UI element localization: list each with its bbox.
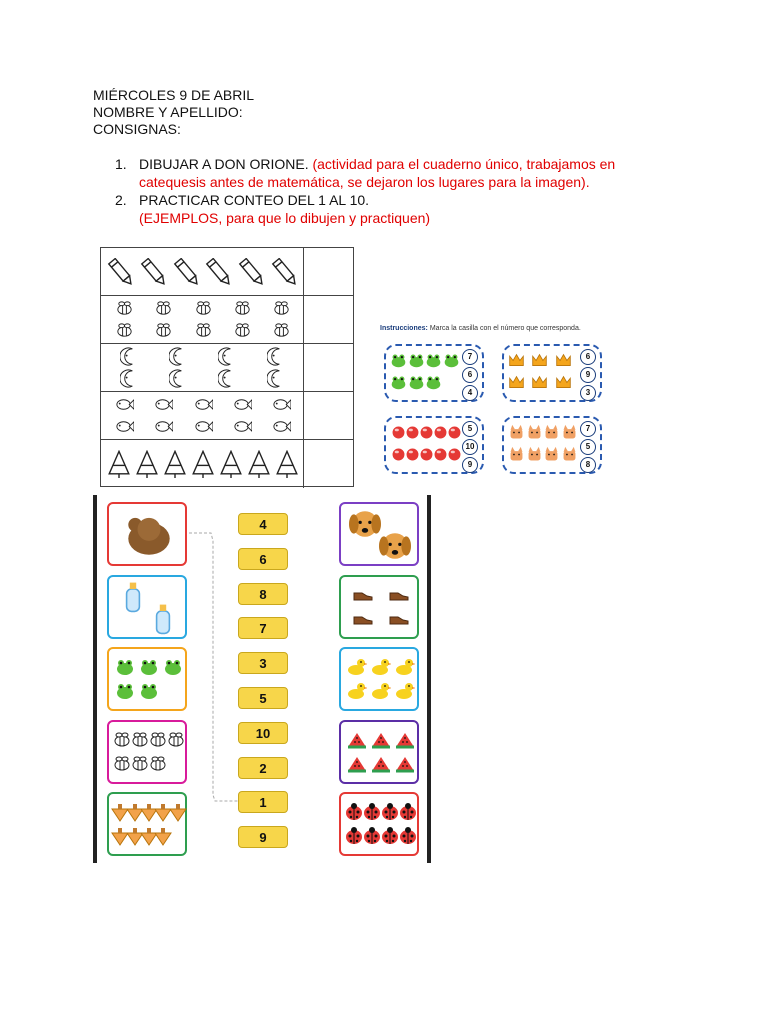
bee-icon [130,730,150,750]
moon-icon [267,347,286,366]
count-option[interactable]: 6 [580,349,596,365]
number-tile[interactable]: 4 [238,513,288,535]
number-tile[interactable]: 3 [238,652,288,674]
bee-icon [154,321,173,340]
number-tile[interactable]: 10 [238,722,288,744]
duck-icon [347,657,367,677]
cat-icon [561,424,578,441]
count-box [502,344,602,402]
count-cells [105,346,301,390]
count-instructions [380,325,581,332]
moon-icon [169,369,188,388]
tree-icon [273,450,301,478]
answer-cell[interactable] [303,296,353,343]
frog-icon [139,657,159,677]
fish-icon [233,395,252,414]
fish-icon [194,395,213,414]
instructions-label: Instrucciones: [380,325,428,332]
match-picture-left[interactable] [107,502,187,566]
instruction-note: (actividad para el cuaderno único, trabajamos en catequesis antes de matemática, se dejaron los lugares para la imagen). [139,156,616,190]
tree-icon [105,450,133,478]
moon-icon [120,347,139,366]
moon-icon [218,347,237,366]
duck-icon [371,681,391,701]
match-picture-left[interactable] [107,720,187,784]
count-options [462,421,478,475]
frog-icon [139,681,159,701]
tree-icon [133,450,161,478]
tree-icon [161,450,189,478]
frog-icon [115,681,135,701]
ladybug-icon [398,802,418,822]
bee-icon [112,730,132,750]
frog-icon [443,352,460,369]
count-option[interactable]: 3 [580,385,596,401]
pencil-icon [238,258,266,286]
bee-icon [194,299,213,318]
ladybug-icon [398,826,418,846]
ladybug-icon [344,826,364,846]
ladybug-icon [362,802,382,822]
count-box [384,344,484,402]
moon-icon [218,369,237,388]
count-cells [105,394,301,438]
match-picture-right[interactable] [339,792,419,856]
moon-icon [267,369,286,388]
cat-icon [561,446,578,463]
number-tile[interactable]: 1 [238,791,288,813]
bottle-icon [117,581,149,613]
watermelon-icon [395,730,415,750]
number-tile[interactable]: 9 [238,826,288,848]
fish-icon [154,395,173,414]
shoe-icon [353,585,373,605]
bee-icon [115,299,134,318]
pencil-icon [107,258,135,286]
number-tile[interactable]: 5 [238,687,288,709]
count-option[interactable]: 5 [580,439,596,455]
bee-icon [112,754,132,774]
number-tile[interactable]: 8 [238,583,288,605]
bee-icon [272,299,291,318]
count-and-mark-panel [378,322,614,482]
count-options [462,349,478,403]
cat-icon [508,446,525,463]
match-picture-left[interactable] [107,647,187,711]
count-cells [105,442,301,486]
watermelon-icon [347,754,367,774]
answer-cell[interactable] [303,392,353,439]
count-options [580,349,596,403]
bee-icon [148,730,168,750]
bee-icon [233,321,252,340]
number-tile[interactable]: 2 [238,757,288,779]
bee-icon [272,321,291,340]
bee-icon [148,754,168,774]
ladybug-icon [380,802,400,822]
ladybug-icon [362,826,382,846]
pencil-icon [140,258,168,286]
frog-icon [115,657,135,677]
cat-icon [526,424,543,441]
bee-icon [194,321,213,340]
crown-icon [508,352,525,369]
answer-cell[interactable] [303,440,353,488]
count-option[interactable]: 4 [462,385,478,401]
bottle-icon [147,603,179,635]
frog-icon [425,374,442,391]
tree-icon [217,450,245,478]
count-row [101,440,353,488]
watermelon-icon [395,754,415,774]
count-box [502,416,602,474]
crown-icon [555,374,572,391]
count-box [384,416,484,474]
number-tile[interactable]: 6 [238,548,288,570]
count-cells [105,250,301,294]
frog-icon [408,352,425,369]
count-row [101,392,353,440]
fish-icon [154,417,173,436]
moon-icon [169,347,188,366]
instruction-item [93,191,653,227]
frog-icon [425,352,442,369]
duck-icon [371,657,391,677]
instruction-text: PRACTICAR CONTEO DEL 1 AL 10. [139,192,370,208]
fish-icon [233,417,252,436]
matching-activity [93,495,433,863]
bee-icon [233,299,252,318]
crown-icon [555,352,572,369]
fish-icon [272,395,291,414]
frog-icon [163,657,183,677]
count-option[interactable]: 9 [580,367,596,383]
crown-icon [531,352,548,369]
bee-icon [154,299,173,318]
spinning-top-icon [153,826,173,846]
match-picture-left[interactable] [107,575,187,639]
watermelon-icon [347,730,367,750]
pencil-icon [271,258,299,286]
instruction-number: 2. [115,192,127,208]
shoe-icon [389,609,409,629]
cat-icon [543,446,560,463]
fish-icon [115,395,134,414]
crown-icon [508,374,525,391]
fish-icon [115,417,134,436]
ball-icon [446,446,463,463]
count-option[interactable]: 9 [462,457,478,473]
ladybug-icon [344,802,364,822]
duck-icon [347,681,367,701]
instruction-list [93,155,653,227]
count-option[interactable]: 7 [462,349,478,365]
count-row [101,296,353,344]
bee-icon [130,754,150,774]
match-picture-right[interactable] [339,502,419,566]
count-row [101,248,353,296]
number-tile[interactable]: 7 [238,617,288,639]
watermelon-icon [371,730,391,750]
cat-icon [543,424,560,441]
fish-icon [272,417,291,436]
ball-icon [446,424,463,441]
frog-icon [390,374,407,391]
moon-icon [120,369,139,388]
answer-cell[interactable] [303,248,353,295]
spinning-top-icon [168,802,188,822]
answer-cell[interactable] [303,344,353,391]
frog-icon [390,352,407,369]
ladybug-icon [380,826,400,846]
counting-table [100,247,354,487]
date-line: MIÉRCOLES 9 DE ABRIL [93,87,255,103]
instruction-item [93,155,653,191]
pencil-icon [173,258,201,286]
cat-icon [508,424,525,441]
bee-icon [115,321,134,340]
tree-icon [245,450,273,478]
count-option[interactable]: 6 [462,367,478,383]
count-cells [105,298,301,342]
instruction-note: (EJEMPLOS, para que lo dibujen y practiquen) [139,210,431,226]
count-options [580,421,596,475]
cat-icon [526,446,543,463]
shoe-icon [389,585,409,605]
instructions-text: Marca la casilla con el número que corresponda. [429,325,581,332]
match-picture-right[interactable] [339,720,419,784]
instruction-number: 1. [115,156,127,172]
count-option[interactable]: 5 [462,421,478,437]
count-row [101,344,353,392]
pencil-icon [205,258,233,286]
match-picture-right[interactable] [339,575,419,639]
frog-icon [408,374,425,391]
count-option[interactable]: 8 [580,457,596,473]
fish-icon [194,417,213,436]
count-option[interactable]: 7 [580,421,596,437]
instruction-text: DIBUJAR A DON ORIONE. [139,156,309,172]
dog-icon [379,530,411,562]
shoe-icon [353,609,373,629]
count-option[interactable]: 10 [462,439,478,455]
crown-icon [531,374,548,391]
match-picture-right[interactable] [339,647,419,711]
instructions-heading: CONSIGNAS: [93,121,181,137]
tree-icon [189,450,217,478]
duck-icon [395,657,415,677]
duck-icon [395,681,415,701]
bee-icon [166,730,186,750]
name-line: NOMBRE Y APELLIDO: [93,104,243,120]
bear-icon [126,511,172,557]
dog-icon [349,508,381,540]
match-picture-left[interactable] [107,792,187,856]
watermelon-icon [371,754,391,774]
